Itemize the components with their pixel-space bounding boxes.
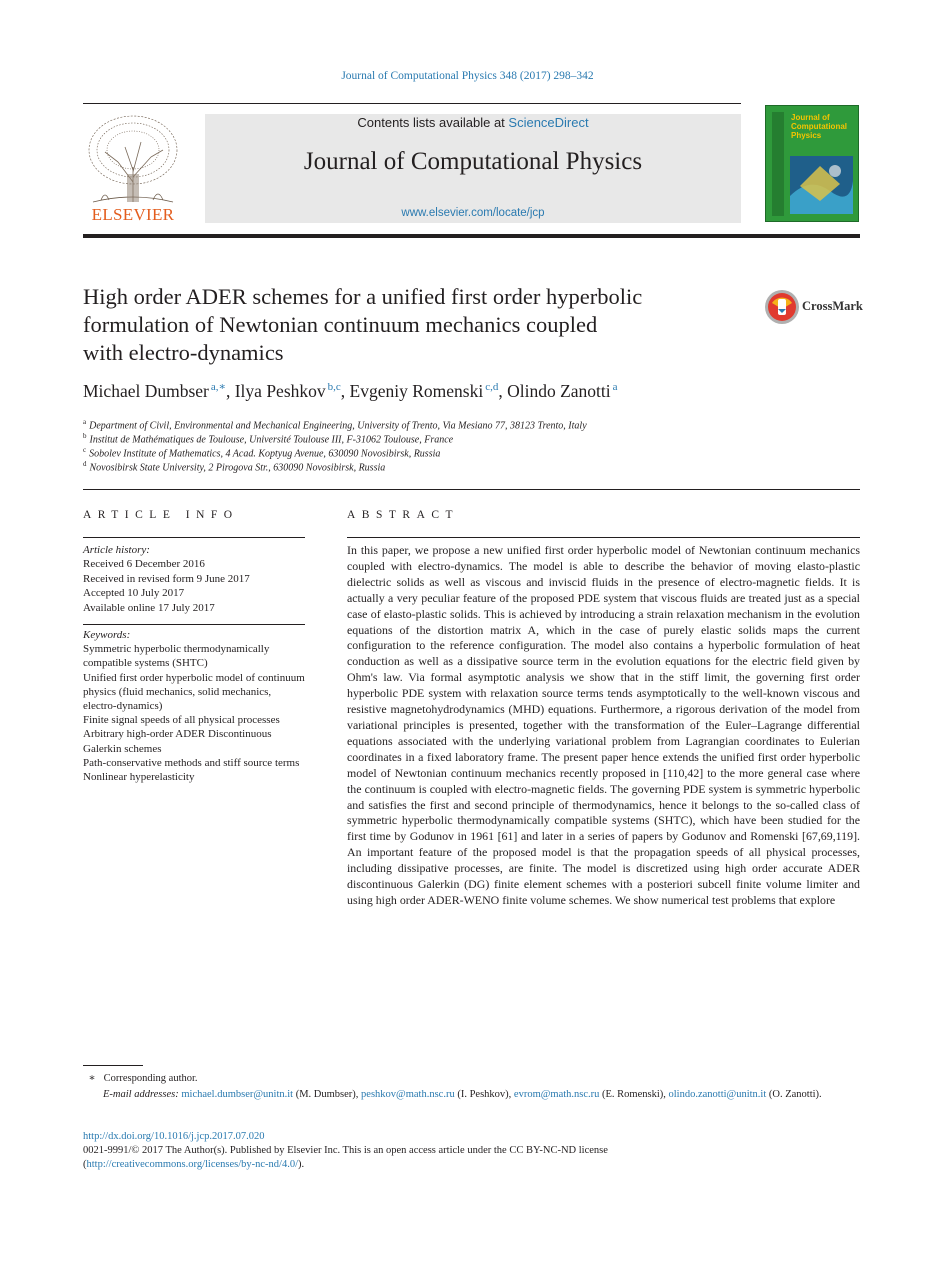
email-link[interactable]: peshkov@math.nsc.ru: [361, 1089, 455, 1100]
corresponding-text: Corresponding author.: [103, 1073, 198, 1084]
author-name[interactable]: Michael Dumbser: [83, 381, 209, 401]
email-label: E-mail addresses:: [103, 1089, 179, 1100]
affiliation-text: Department of Civil, Environmental and Mechanical Engineering, University of Trento, Via Mesiano 77, 38123 Trento, Italy: [89, 420, 587, 432]
affiliation-text: Institut de Mathématiques de Toulouse, Université Toulouse III, F-31062 Toulouse, France: [89, 434, 454, 446]
author-separator: ,: [498, 381, 508, 401]
keyword-item: Path-conservative methods and stiff source terms: [83, 756, 300, 769]
history-item: Received in revised form 9 June 2017: [83, 572, 250, 585]
article-info-rule: [83, 537, 305, 538]
author-separator: ,: [340, 381, 350, 401]
contents-line: [205, 115, 741, 130]
journal-url-link[interactable]: www.elsevier.com/locate/jcp: [401, 207, 545, 219]
author-affiliation-marks[interactable]: a,∗: [210, 381, 226, 393]
keyword-item: Finite signal speeds of all physical processes: [83, 714, 280, 727]
email-owner: (O. Zanotti).: [768, 1089, 822, 1100]
license-line: (http://creativecommons.org/licenses/by-nc-nd/4.0/).: [83, 1159, 305, 1170]
contents-prefix: Contents lists available at: [357, 115, 509, 130]
author-name[interactable]: Olindo Zanotti: [507, 381, 611, 401]
history-item: Received 6 December 2016: [83, 558, 205, 571]
copyright-line: 0021-9991/© 2017 The Author(s). Published by Elsevier Inc. This is an open access article under the CC BY-NC-ND license: [83, 1145, 608, 1156]
article-history: [83, 543, 305, 615]
abstract-heading: ABSTRACT: [347, 509, 460, 521]
keywords-list: [83, 628, 305, 784]
author-affiliation-marks[interactable]: c,d: [485, 381, 499, 393]
email-owner: (M. Dumbser): [295, 1089, 356, 1100]
abstract-text: In this paper, we propose a new unified first order hyperbolic model of Newtonian continuum mechanics coupled with electro-dynamics. The model is able to describe the behavior of moving elasto-plastic dielectric solids as well as viscous and inviscid fluids in the presence of electro-magnetic fields. It is actually a very peculiar feature of the proposed PDE system that viscous fluids are treated just as a special case of elasto-plastic solids. This is achieved by introducing a strain relaxation mechanism in the evolution equations of the distortion matrix A, which in the case of purely elastic solids maps the current configuration to the reference configuration. The model also contains a hyperbolic formulation of heat conduction as well as a dissipative source term in the evolution equations for the electric field given by Ohm's law. Via formal asymptotic analysis we show that in the stiff limit, the governing first order hyperbolic PDE system with relaxation source terms tends asymptotically to the well-known viscous and resistive magnetohydrodynamics (MHD) equations. Furthermore, a rigorous derivation of the model from variational principles is presented, together with the transformation of the Euler–Lagrange differential equations associated with the underlying variational problem from Lagrangian coordinates to Eulerian coordinates in a fixed laboratory frame. The present paper hence extends the unified first order hyperbolic model of Newtonian continuum mechanics recently proposed in [110,42] to the more general case where the continuum is coupled with electro-magnetic fields. The governing PDE system is symmetric hyperbolic and satisfies the first and second principle of thermodynamics, hence it belongs to the so-called class of symmetric hyperbolic thermodynamically compatible systems (SHTC), which have been studied for the first time by Godunov in 1961 [61] and later in a series of papers by Godunov and Romenski [67,69,119]. An important feature of the proposed model is that the propagation speeds of all physical processes, including dissipative processes, are finite. The model is discretized using high order accurate ADER discontinuous Galerkin (DG) finite element schemes with a posteriori subcell finite volume limiter and using high order ADER-WENO finite volume schemes. We show numerical test problems that explore: [347, 543, 860, 907]
sciencedirect-link[interactable]: ScienceDirect: [508, 115, 589, 130]
keyword-item: Symmetric hyperbolic thermodynamically compatible systems (SHTC): [83, 643, 270, 670]
affiliation: [83, 446, 440, 459]
footnote-rule: [83, 1065, 143, 1066]
affiliation-mark: a: [83, 418, 87, 426]
cover-title: Journal of Computational Physics: [791, 113, 847, 140]
affiliation-mark: d: [83, 460, 87, 468]
author-affiliation-marks[interactable]: a: [612, 381, 618, 393]
article-info-heading: ARTICLE INFO: [83, 509, 239, 521]
doi-block: [83, 1130, 863, 1172]
license-link[interactable]: http://creativecommons.org/licenses/by-nc-nd/4.0/: [86, 1159, 299, 1170]
affiliation-rule: [83, 489, 860, 490]
affiliation: [83, 432, 453, 445]
affiliation-text: Novosibirsk State University, 2 Pirogova Str., 630090 Novosibirsk, Russia: [89, 462, 386, 474]
author-separator: ,: [225, 381, 235, 401]
affiliation-text: Sobolev Institute of Mathematics, 4 Acad. Koptyug Avenue, 630090 Novosibirsk, Russia: [89, 448, 441, 460]
affiliation-mark: b: [83, 432, 87, 440]
email-link[interactable]: olindo.zanotti@unitn.it: [668, 1089, 767, 1100]
email-link[interactable]: michael.dumbser@unitn.it: [181, 1089, 294, 1100]
email-owner: (E. Romenski): [602, 1089, 664, 1100]
affiliation: [83, 418, 587, 431]
email-link[interactable]: evrom@math.nsc.ru: [513, 1089, 600, 1100]
title-line: with electro-dynamics: [83, 340, 284, 365]
crossmark-label[interactable]: CrossMark: [802, 299, 863, 313]
keyword-item: Unified first order hyperbolic model of continuum physics (fluid mechanics, solid mechanics, electro-dynamics): [83, 671, 305, 713]
email-addresses: E-mail addresses: michael.dumbser@unitn.it (M. Dumbser), peshkov@math.nsc.ru (I. Peshkov), evrom@math.nsc.ru (E. Romenski), olindo.zanotti@unitn.it (O. Zanotti).: [103, 1089, 822, 1100]
journal-title: Journal of Computational Physics: [303, 148, 643, 175]
keywords-rule: [83, 624, 305, 625]
journal-reference-link[interactable]: Journal of Computational Physics 348 (2017) 298–342: [341, 70, 594, 82]
elsevier-wordmark: ELSEVIER: [91, 205, 175, 224]
journal-cover-image[interactable]: [765, 105, 859, 222]
corresponding-mark: ∗: [88, 1073, 96, 1084]
author-affiliation-marks[interactable]: b,c: [327, 381, 341, 393]
author-name[interactable]: Ilya Peshkov: [234, 381, 326, 401]
keywords-label: Keywords:: [83, 629, 131, 641]
author-list: [83, 380, 863, 402]
title-line: formulation of Newtonian continuum mechanics coupled: [83, 312, 598, 337]
masthead-thick-rule: [83, 234, 860, 238]
title-line: High order ADER schemes for a unified first order hyperbolic: [83, 284, 643, 309]
history-label: Article history:: [83, 544, 150, 556]
cover-illustration-icon: [790, 156, 853, 214]
abstract-rule: [347, 537, 860, 538]
header-rule: [83, 103, 741, 104]
article-title: [83, 283, 733, 367]
author-name[interactable]: Evgeniy Romenski: [349, 381, 484, 401]
affiliation-mark: c: [83, 446, 87, 454]
history-item: Available online 17 July 2017: [83, 601, 215, 614]
keyword-item: Arbitrary high-order ADER Discontinuous Galerkin schemes: [83, 728, 272, 755]
keyword-item: Nonlinear hyperelasticity: [83, 771, 195, 784]
doi-link[interactable]: http://dx.doi.org/10.1016/j.jcp.2017.07.020: [83, 1131, 265, 1142]
affiliation: [83, 460, 385, 473]
history-item: Accepted 10 July 2017: [83, 587, 185, 600]
cover-side-strip: [772, 112, 784, 216]
corresponding-author-note: [83, 1072, 198, 1084]
email-owner: (I. Peshkov): [457, 1089, 509, 1100]
